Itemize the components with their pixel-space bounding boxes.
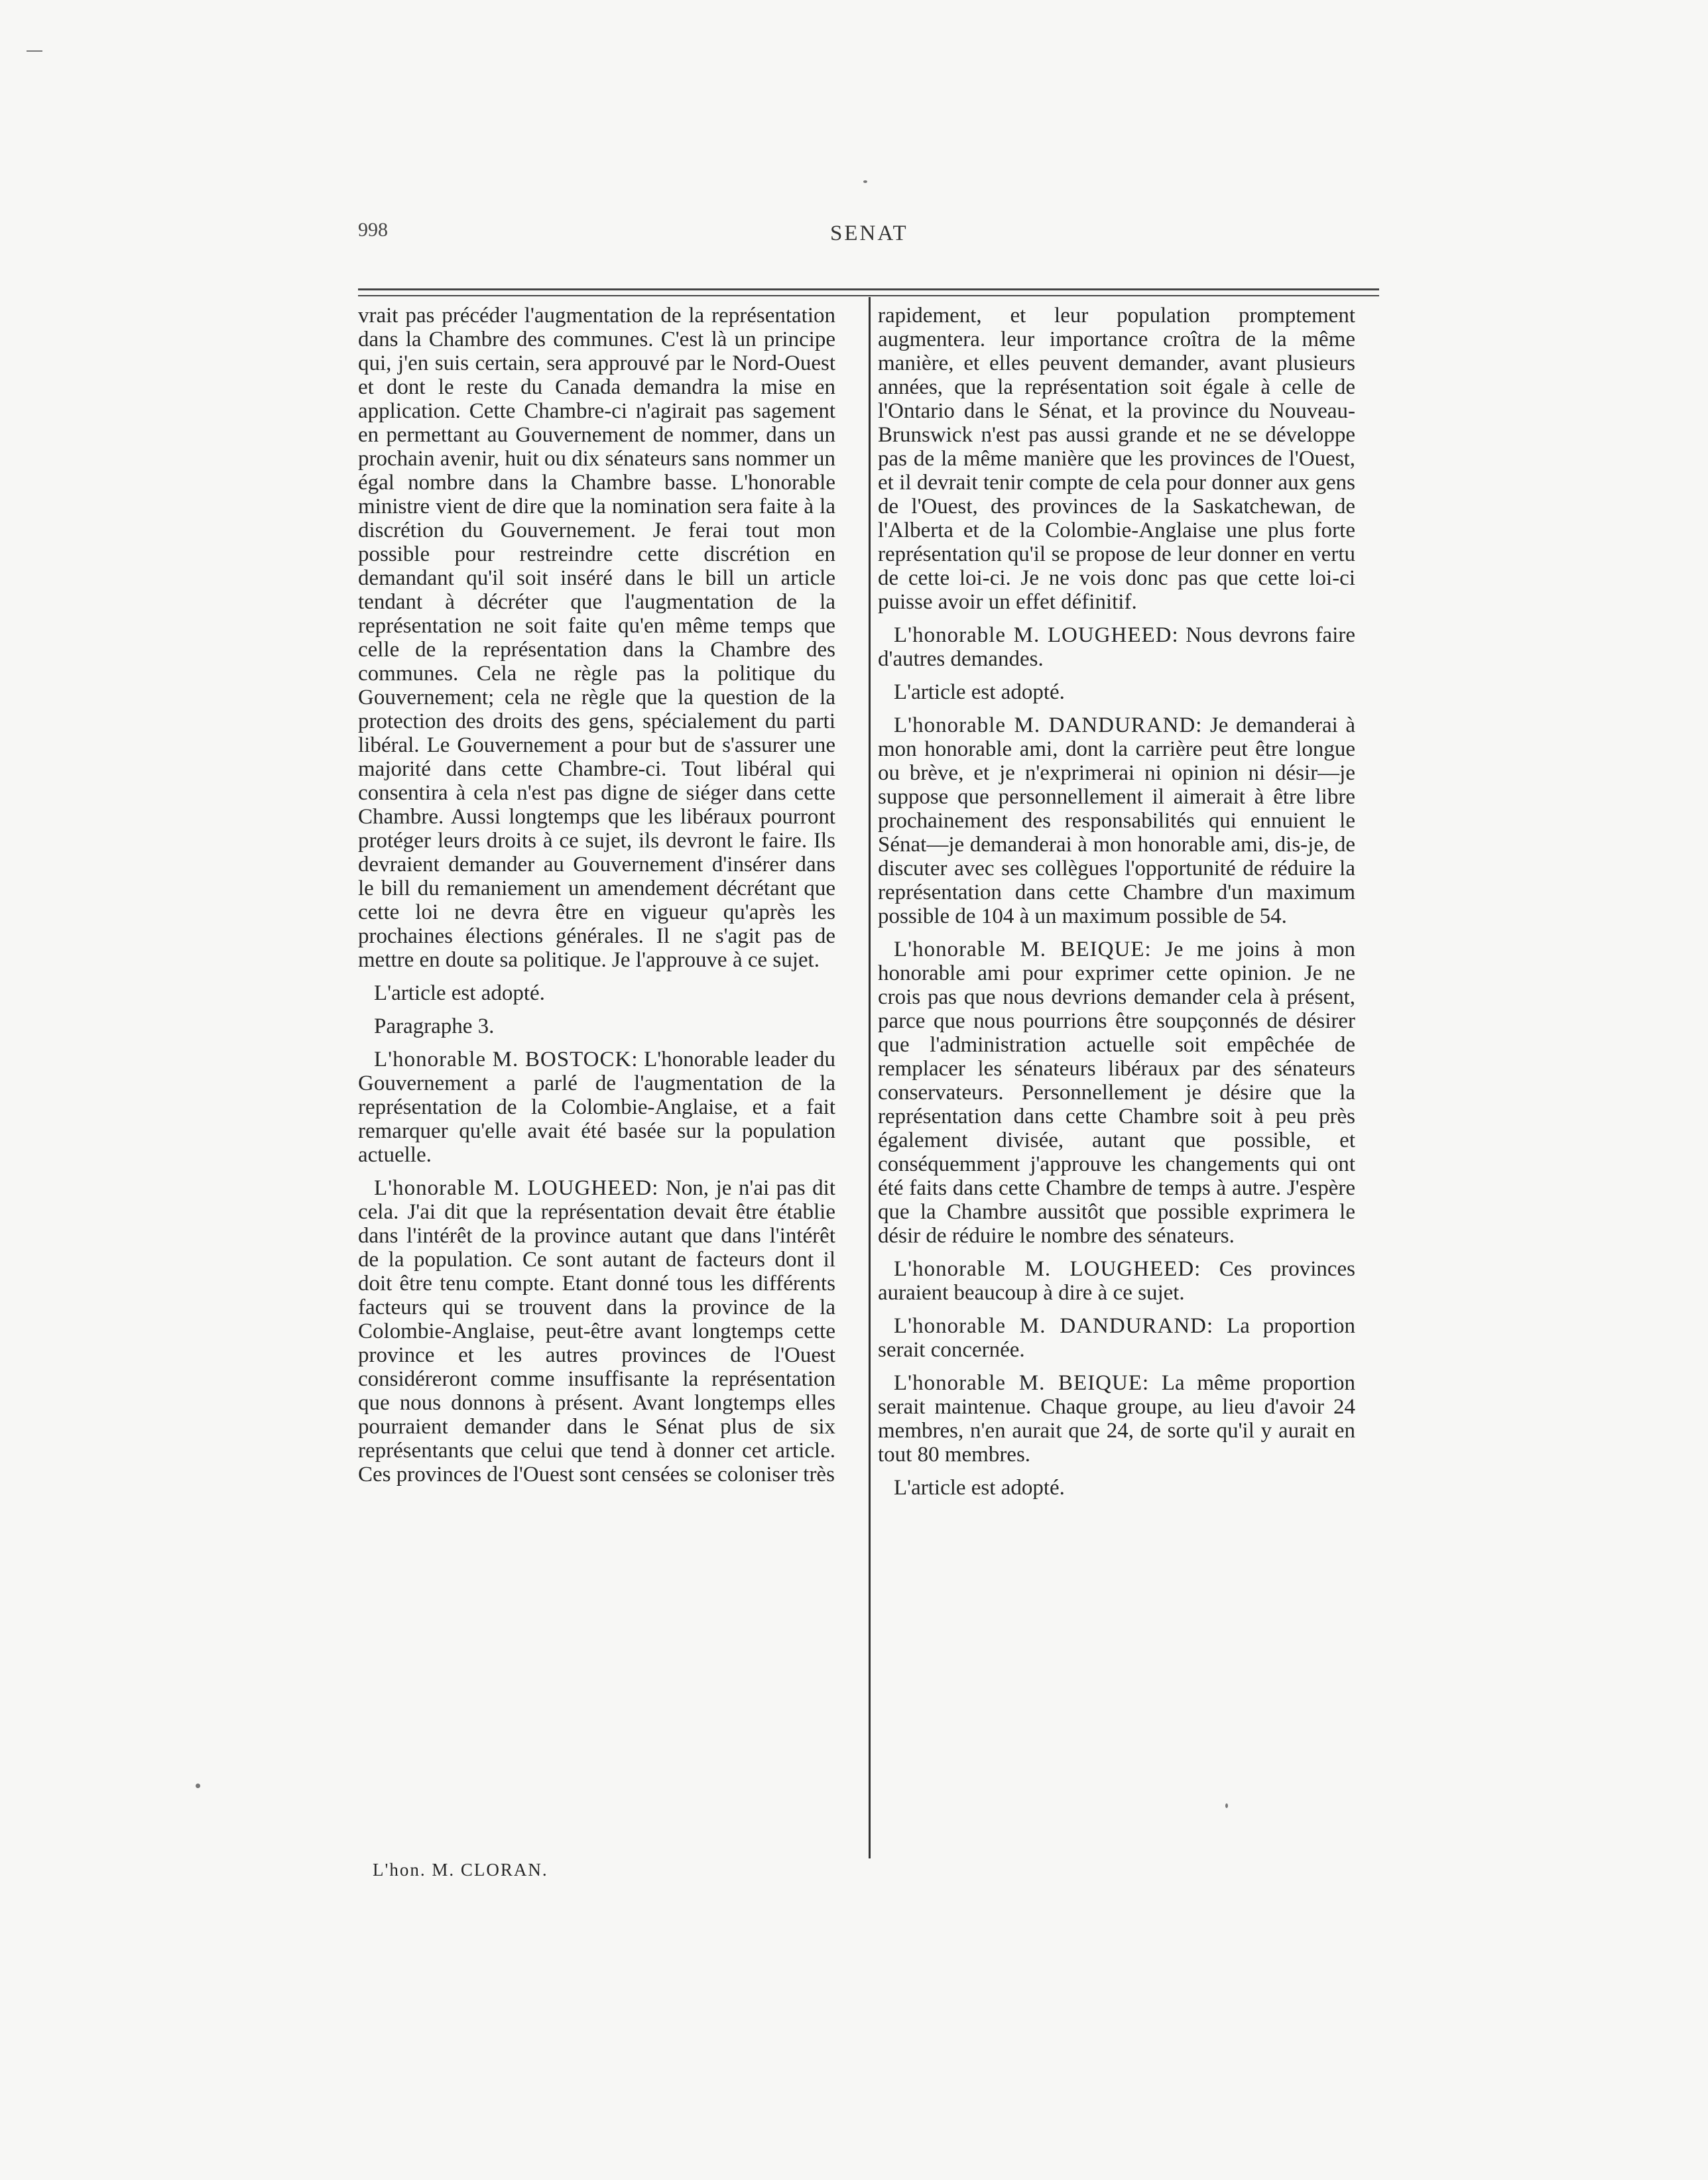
speaker-name: L'honorable M. DANDURAND: xyxy=(894,713,1203,737)
speaker-name: L'honorable M. LOUGHEED: xyxy=(894,1257,1201,1281)
paragraph xyxy=(878,1371,1355,1467)
paragraph-text: Nous devrons faire d'autres demandes. xyxy=(878,623,1356,671)
paragraph xyxy=(358,304,835,972)
paragraph-text: L'article est adopté. xyxy=(894,680,1065,704)
page-number: 998 xyxy=(358,219,388,241)
page-header xyxy=(358,219,1379,259)
right-column xyxy=(869,304,1355,1509)
paragraph xyxy=(878,1476,1355,1500)
paragraph xyxy=(878,713,1355,928)
running-title: SENAT xyxy=(830,221,908,245)
paragraph xyxy=(878,304,1355,614)
paragraph-text: Non, je n'ai pas dit cela. J'ai dit que la représentation devait être établie dans l'intérêt de la province autant que dans l'intérêt de la population. Ce sont autant de facteurs dont il doit être tenu compte. Etant donné tous les différents facteurs qui se trouvent dans la province de la Colombie-Anglaise, peut-être avant longtemps cette province et les autres provinces de l'Ouest considéreront comme insuffisante la représentation que nous donnons à présent. Avant longtemps elles pourraient demander dans le Sénat plus de six représentants que celui que tend à donner cet article. Ces provinces de l'Ouest sont censées se coloniser très xyxy=(358,1176,835,1486)
paragraph-text: Je me joins à mon honorable ami pour exprimer cette opinion. Je ne crois pas que nous devrions demander cela à présent, parce que nous pourrions être soupçonnés de désirer que l'administration actuelle soit empêchée de remplacer les sénateurs libéraux par des sénateurs conservateurs. Personnellement je désire que la représentation dans cette Chambre soit à peu près également divisée, autant que possible, et conséquemment j'approuve les changements qui ont été faits dans cette Chambre de temps à autre. J'espère que la Chambre aussitôt que possible exprimera le désir de réduire le nombre des sénateurs. xyxy=(878,938,1355,1248)
paragraph xyxy=(358,1048,835,1167)
scan-speck xyxy=(1225,1803,1228,1808)
paragraph-text: L'honorable leader du Gouvernement a parlé de l'augmentation de la représentation de la Colombie-Anglaise, et a fait remarquer qu'elle avait été basée sur la population actuelle. xyxy=(358,1048,835,1167)
paragraph xyxy=(358,981,835,1005)
paragraph-text: vrait pas précéder l'augmentation de la représentation dans la Chambre des communes. C'est là un principe qui, j'en suis certain, sera approuvé par le Nord-Ouest et dont le reste du Canada demandra la mise en application. Cette Chambre-ci n'agirait pas sagement en permettant au Gouvernement de nommer, dans un prochain avenir, huit ou dix sénateurs sans nommer un égal nombre dans la Chambre basse. L'honorable ministre vient de dire que la nomination sera faite à la discrétion du Gouvernement. Je ferai tout mon possible pour restreindre cette discrétion en demandant qu'il soit inséré dans le bill un article tendant à décréter que l'augmentation de la représentation ne soit faite qu'en même temps que celle de la représentation dans la Chambre des communes. Cela ne règle pas la politique du Gouvernement; cela ne règle que la question de la protection des droits des gens, spécialement du parti libéral. Le Gouvernement a pour but de s'assurer une majorité dans cette Chambre-ci. Tout libéral qui consentira à cela n'est pas digne de siéger dans cette Chambre. Aussi longtemps que les libéraux pourront protéger leurs droits à ce sujet, ils devront le faire. Ils devraient demander au Gouvernement d'insérer dans le bill du remaniement un amendement décrétant que cette loi ne devra être en vigueur qu'après les prochaines élections générales. Il ne s'agit pas de mettre en doute sa politique. Je l'approuve à ce sujet. xyxy=(358,304,835,972)
paragraph xyxy=(878,938,1355,1248)
scan-speck xyxy=(196,1784,200,1788)
scan-speck xyxy=(863,180,867,183)
paragraph-text: rapidement, et leur population promptement augmentera. leur importance croîtra de la même manière, et elles peuvent demander, avant plusieurs années, que la représentation soit égale à celle de l'Ontario dans le Sénat, et la province du Nouveau-Brunswick n'est pas aussi grande et ne se développe pas de la même manière que les provinces de l'Ouest, et il devrait tenir compte de cela pour donner aux gens de l'Ouest, des provinces de la Saskatchewan, de l'Alberta et de la Colombie-Anglaise une plus forte représentation qu'il se propose de leur donner en vertu de cette loi-ci. Je ne vois donc pas que cette loi-ci puisse avoir un effet définitif. xyxy=(878,304,1355,614)
speaker-name: L'honorable M. LOUGHEED: xyxy=(894,623,1179,647)
header-rule xyxy=(358,288,1379,290)
paragraph xyxy=(878,1257,1355,1305)
speaker-name: L'honorable M. BEIQUE: xyxy=(894,1371,1150,1395)
paragraph xyxy=(358,1014,835,1038)
paragraph xyxy=(878,680,1355,704)
footer-speaker-name: L'hon. M. CLORAN. xyxy=(373,1860,548,1880)
paragraph-text: Je demanderai à mon honorable ami, dont la carrière peut être longue ou brève, et je n'exprimerai ni opinion ni désir—je suppose que personnellement il aimerait à être libre prochainement des responsabilités qui ennuient le Sénat—je demanderai à mon honorable ami, dis-je, de discuter avec ses collègues l'opportunité de réduire la représentation dans cette Chambre d'un maximum possible de 104 à un maximum possible de 54. xyxy=(878,713,1355,928)
paragraph-text: Ces provinces auraient beaucoup à dire à ce sujet. xyxy=(878,1257,1355,1305)
scan-speck xyxy=(27,50,42,52)
paragraph xyxy=(878,623,1355,671)
paragraph-text: La même proportion serait maintenue. Chaque groupe, au lieu d'avoir 24 membres, n'en aurait que 24, de sorte qu'il y aurait en tout 80 membres. xyxy=(878,1371,1355,1467)
speaker-name: L'honorable M. LOUGHEED: xyxy=(374,1176,659,1200)
paragraph xyxy=(358,1176,835,1486)
header-rule-thin xyxy=(358,295,1379,296)
paragraph-text: La proportion serait concernée. xyxy=(878,1314,1356,1362)
left-column xyxy=(358,304,835,1496)
speaker-name: L'honorable M. BEIQUE: xyxy=(894,938,1152,961)
speaker-name: L'honorable M. BOSTOCK: xyxy=(374,1048,639,1071)
paragraph-text: L'article est adopté. xyxy=(894,1476,1065,1500)
speaker-name: L'honorable M. DANDURAND: xyxy=(894,1314,1214,1338)
paragraph-text: L'article est adopté. xyxy=(374,981,545,1005)
paragraph-text: Paragraphe 3. xyxy=(374,1014,495,1038)
paragraph xyxy=(878,1314,1355,1362)
